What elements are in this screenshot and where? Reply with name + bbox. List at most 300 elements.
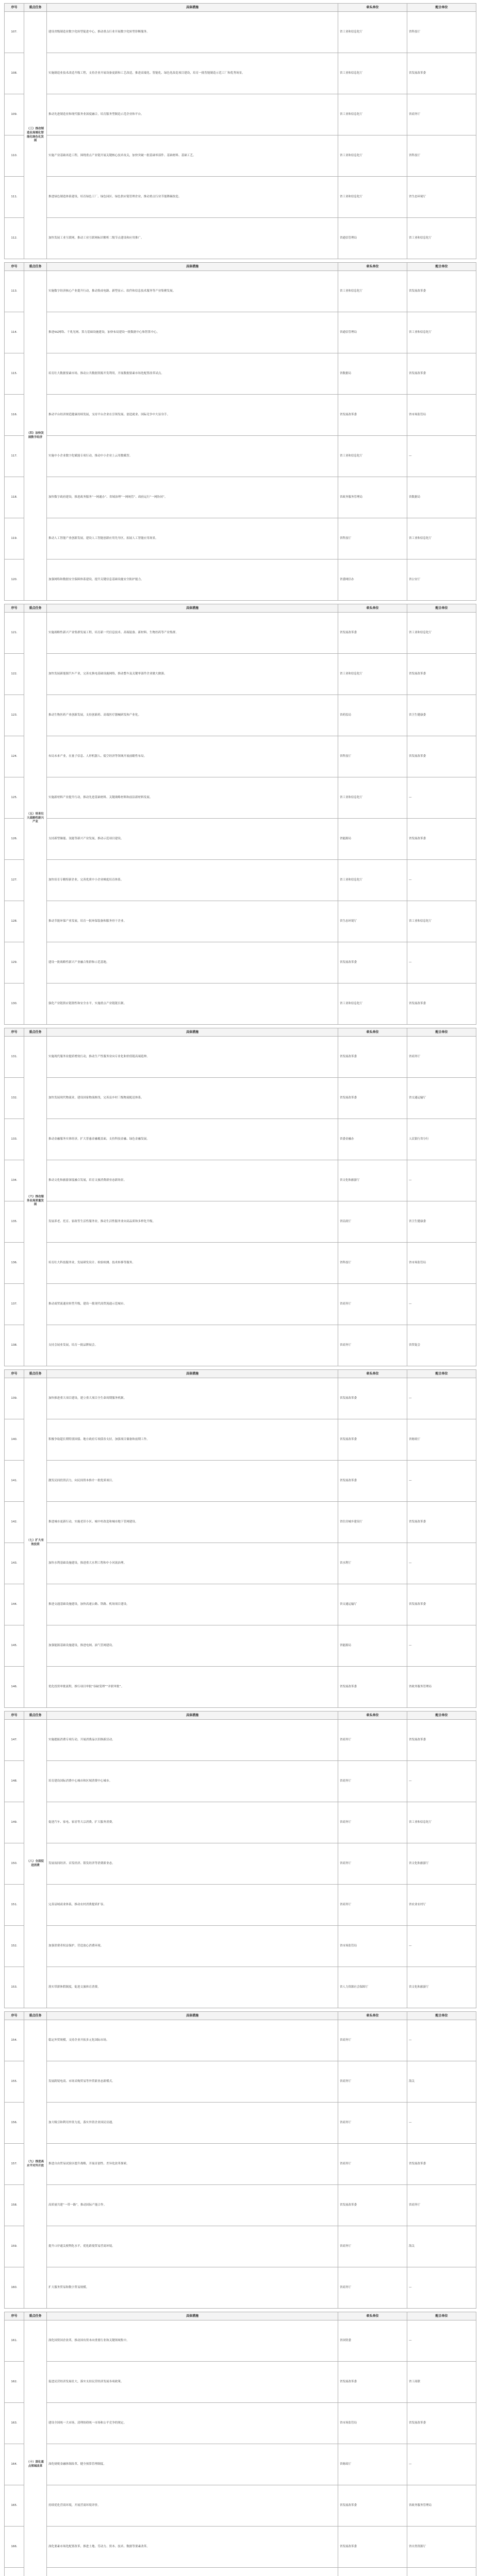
cooperating-unit: —: [407, 1160, 476, 1201]
row-number: 140.: [5, 1419, 24, 1461]
table-header-row: [5, 2012, 476, 2020]
row-number: 111.: [5, 177, 24, 218]
measure-text: 培育建设国际消费中心城市和区域消费中心城市。: [47, 1761, 338, 1802]
row-number: 164.: [5, 2444, 24, 2485]
table-row: [5, 1461, 476, 1502]
lead-unit: 省交通运输厅: [338, 1584, 407, 1625]
table-row: [5, 94, 476, 135]
lead-unit: 省商务厅: [338, 2020, 407, 2061]
row-number: 109.: [5, 94, 24, 135]
lead-unit: 省发展改革委: [338, 942, 407, 984]
table-row: [5, 2103, 476, 2144]
cooperating-unit: 省自然资源厅: [407, 2527, 476, 2568]
measure-text: 培育壮大数据要素市场，推动公共数据资源开发利用，开展数据要素市场化配置改革试点。: [47, 353, 338, 395]
cooperating-unit: 省科技厅: [407, 135, 476, 177]
cooperating-unit: 省工业和信息化厅: [407, 312, 476, 353]
task-name: （七）扩大有效投资: [24, 1378, 47, 1708]
row-number: 138.: [5, 1325, 24, 1366]
table-row: [5, 1802, 476, 1843]
table-row: [5, 12, 476, 53]
row-number: 155.: [5, 2061, 24, 2103]
table-row: [5, 2403, 476, 2444]
header-lead: 牵头单位: [338, 2312, 407, 2320]
measure-text: 推进自由贸易试验区提升战略，开展首创性、差异化改革探索。: [47, 2144, 338, 2185]
header-coop: 配合单位: [407, 2012, 476, 2020]
measure-text: 推动节能环保产业发展，培育一批环保装备和服务骨干企业。: [47, 901, 338, 942]
header-task: 重点任务: [24, 1711, 47, 1720]
lead-unit: 省商务厅: [338, 1885, 407, 1926]
table-row: [5, 1967, 476, 2008]
cooperating-unit: 省工商联: [407, 2362, 476, 2403]
measure-text: 实施数字经济核心产业提升行动，推动集成电路、新型显示、软件和信息技术服务等产业集聚发展。: [47, 271, 338, 312]
cooperating-unit: 省生态环境厅: [407, 177, 476, 218]
row-number: 121.: [5, 613, 24, 654]
cooperating-unit: —: [407, 2103, 476, 2144]
header-coop: 配合单位: [407, 1711, 476, 1720]
lead-unit: 省商务厅: [338, 1720, 407, 1761]
lead-unit: 省工业和信息化厅: [338, 436, 407, 477]
table-row: [5, 2362, 476, 2403]
cooperating-unit: —: [407, 1761, 476, 1802]
row-number: 116.: [5, 395, 24, 436]
header-task: 重点任务: [24, 2312, 47, 2320]
lead-unit: 省委金融办: [338, 1119, 407, 1160]
row-number: 166.: [5, 2527, 24, 2568]
table-row: [5, 395, 476, 436]
row-number: 147.: [5, 1720, 24, 1761]
table-row: [5, 2144, 476, 2185]
cooperating-unit: 人民银行省分行: [407, 1119, 476, 1160]
cooperating-unit: 省文化和旅游厅: [407, 1967, 476, 2008]
table-row: [5, 2527, 476, 2568]
table-row: [5, 2568, 476, 2576]
table-row: [5, 1160, 476, 1201]
table-header-row: [5, 2312, 476, 2320]
table-row: [5, 53, 476, 94]
measure-text: 促进民营经济发展壮大，落实支持民营经济发展各项政策。: [47, 2362, 338, 2403]
row-number: 156.: [5, 2103, 24, 2144]
table-row: [5, 777, 476, 819]
cooperating-unit: 省发展改革委: [407, 2144, 476, 2185]
lead-unit: 省能源局: [338, 1625, 407, 1667]
cooperating-unit: —: [407, 942, 476, 984]
cooperating-unit: 省发展改革委: [407, 819, 476, 860]
table-row: [5, 613, 476, 654]
table-row: [5, 2485, 476, 2527]
header-measure: 具体措施: [47, 1370, 338, 1378]
table-row: [5, 177, 476, 218]
table-row: [5, 819, 476, 860]
cooperating-unit: 省工业和信息化厅: [407, 1802, 476, 1843]
row-number: 122.: [5, 654, 24, 695]
cooperating-unit: 省政务服务管理局: [407, 2485, 476, 2527]
lead-unit: 省商务厅: [338, 2226, 407, 2267]
measure-text: 加强网络和数据安全保障体系建设，提升关键信息基础设施安全防护能力。: [47, 560, 338, 601]
header-coop: 配合单位: [407, 4, 476, 12]
header-measure: 具体措施: [47, 2012, 338, 2020]
task-table: [4, 3, 476, 259]
measure-text: 持续优化营商环境，开展营商环境评价。: [47, 2485, 338, 2527]
table-row: [5, 1284, 476, 1325]
row-number: 134.: [5, 1160, 24, 1201]
cooperating-unit: —: [407, 1284, 476, 1325]
measure-text: 推动生物医药产业创新发展，支持创新药、高端医疗器械研发和产业化。: [47, 695, 338, 736]
measure-text: 加快水利基础设施建设，推进重大水利工程和中小河流治理。: [47, 1543, 338, 1584]
header-task: 重点任务: [24, 4, 47, 12]
lead-unit: 省发展改革委: [338, 1419, 407, 1461]
cooperating-unit: 省政务服务管理局: [407, 1667, 476, 1708]
task-table: [4, 1369, 476, 1708]
cooperating-unit: —: [407, 2020, 476, 2061]
lead-unit: 省数据局: [338, 353, 407, 395]
row-number: 118.: [5, 477, 24, 518]
row-number: 119.: [5, 518, 24, 560]
lead-unit: 省住房城乡建设厅: [338, 1502, 407, 1543]
measure-text: 加大吸引和利用外资力度，落实外资企业国民待遇。: [47, 2103, 338, 2144]
measure-text: 促进汽车、家电、家居等大宗消费，扩大服务消费。: [47, 1802, 338, 1843]
cooperating-unit: 省工业和信息化厅: [407, 613, 476, 654]
row-number: 152.: [5, 1926, 24, 1967]
table-row: [5, 1325, 476, 1366]
row-number: 125.: [5, 777, 24, 819]
header-num: 序号: [5, 4, 24, 12]
lead-unit: 省药监局: [338, 695, 407, 736]
lead-unit: 省国资委: [338, 2320, 407, 2362]
header-measure: 具体措施: [47, 263, 338, 271]
row-number: 154.: [5, 2020, 24, 2061]
measure-text: 推动金融服务实体经济，扩大普惠金融覆盖面，支持科技金融、绿色金融发展。: [47, 1119, 338, 1160]
header-coop: 配合单位: [407, 1028, 476, 1037]
row-number: 159.: [5, 2226, 24, 2267]
cooperating-unit: —: [407, 1543, 476, 1584]
cooperating-unit: —: [407, 1378, 476, 1419]
measure-text: 扩大服务贸易和数字贸易规模。: [47, 2267, 338, 2309]
measure-text: 深化国资国企改革，推动国有资本向重要行业和关键领域集中。: [47, 2320, 338, 2362]
row-number: 120.: [5, 560, 24, 601]
lead-unit: 省工业和信息化厅: [338, 12, 407, 53]
lead-unit: 省发展改革委: [338, 2527, 407, 2568]
lead-unit: 省文化和旅游厅: [338, 1160, 407, 1201]
row-number: 139.: [5, 1378, 24, 1419]
table-row: [5, 1926, 476, 1967]
row-number: 160.: [5, 2267, 24, 2309]
lead-unit: [338, 2568, 407, 2576]
task-name: （五）培育壮大战略性新兴产业: [24, 613, 47, 1025]
row-number: 112.: [5, 218, 24, 259]
lead-unit: 省工业和信息化厅: [338, 94, 407, 135]
measure-text: 完善县域商业体系，推动农村消费提质扩容。: [47, 1885, 338, 1926]
header-coop: 配合单位: [407, 604, 476, 613]
lead-unit: 省商务厅: [338, 2144, 407, 2185]
lead-unit: 省工业和信息化厅: [338, 984, 407, 1025]
cooperating-unit: —: [407, 777, 476, 819]
measure-text: 建设一批战略性新兴产业融合集群和示范基地。: [47, 942, 338, 984]
lead-unit: 省发展改革委: [338, 613, 407, 654]
measure-text: 实施战略性新兴产业集群发展工程，培育新一代信息技术、高端装备、新材料、生物医药等产业集群。: [47, 613, 338, 654]
row-number: 158.: [5, 2185, 24, 2226]
measure-text: 优化投资审批流程，推行项目审批“容缺受理”“并联审批”。: [47, 1667, 338, 1708]
lead-unit: 省发展改革委: [338, 2185, 407, 2226]
measure-text: 推动人工智能产业创新发展，建设人工智能创新应用先导区，拓展人工智能应用场景。: [47, 518, 338, 560]
table-row: [5, 1419, 476, 1461]
table-row: [5, 1119, 476, 1160]
cooperating-unit: 省市场监管局: [407, 1243, 476, 1284]
table-row: [5, 2226, 476, 2267]
row-number: 110.: [5, 135, 24, 177]
row-number: 153.: [5, 1967, 24, 2008]
measure-text: 实施制造业技术改造升级工程，支持企业开展设备更新和工艺改造，推进高端化、智能化、绿色化改造项目建设，培育一批智能制造示范工厂和优秀场景。: [47, 53, 338, 94]
table-row: [5, 312, 476, 353]
header-task: 重点任务: [24, 1370, 47, 1378]
header-coop: 配合单位: [407, 263, 476, 271]
cooperating-unit: 省数据局: [407, 477, 476, 518]
lead-unit: 省商务厅: [338, 2061, 407, 2103]
row-number: 117.: [5, 436, 24, 477]
row-number: 151.: [5, 1885, 24, 1926]
row-number: 161.: [5, 2320, 24, 2362]
cooperating-unit: 海关: [407, 2226, 476, 2267]
table-row: [5, 271, 476, 312]
table-row: [5, 560, 476, 601]
row-number: 145.: [5, 1625, 24, 1667]
table-row: [5, 2020, 476, 2061]
lead-unit: 省商务厅: [338, 1284, 407, 1325]
lead-unit: 省科技厅: [338, 1243, 407, 1284]
measure-text: 推进交通基础设施建设，加快高速公路、铁路、机场项目建设。: [47, 1584, 338, 1625]
lead-unit: 省生态环境厅: [338, 901, 407, 942]
table-row: [5, 860, 476, 901]
row-number: 128.: [5, 901, 24, 942]
measure-text: 深化要素市场化配置改革，推进土地、劳动力、资本、技术、数据等要素改革。: [47, 2527, 338, 2568]
row-number: 150.: [5, 1843, 24, 1885]
row-number: 132.: [5, 1078, 24, 1119]
cooperating-unit: —: [407, 2267, 476, 2309]
measure-text: 加强能源基础设施建设，推进电网、油气管网建设。: [47, 1625, 338, 1667]
cooperating-unit: 省发展改革委: [407, 654, 476, 695]
table-row: [5, 353, 476, 395]
row-number: 149.: [5, 1802, 24, 1843]
lead-unit: 省委网信办: [338, 560, 407, 601]
row-number: 124.: [5, 736, 24, 777]
lead-unit: 省通信管理局: [338, 218, 407, 259]
row-number: 115.: [5, 353, 24, 395]
table-header-row: [5, 604, 476, 613]
table-row: [5, 1243, 476, 1284]
measure-text: 推进5G网络、千兆光网、算力基础设施建设，加快布局建设一批数据中心和智算中心。: [47, 312, 338, 353]
lead-unit: 省财政厅: [338, 2444, 407, 2485]
table-header-row: [5, 1370, 476, 1378]
table-header-row: [5, 1028, 476, 1037]
table-row: [5, 477, 476, 518]
document-body: [4, 3, 476, 2576]
header-task: 重点任务: [24, 604, 47, 613]
lead-unit: 省商务厅: [338, 2103, 407, 2144]
header-num: 序号: [5, 1370, 24, 1378]
header-measure: 具体措施: [47, 604, 338, 613]
measure-text: 发展养老、托育、家政等生活性服务业，推动生活性服务业向高品质和多样化升级。: [47, 1201, 338, 1243]
task-name: （十）深化重点领域改革: [24, 2320, 47, 2576]
cooperating-unit: —: [407, 1625, 476, 1667]
measure-text: 实施提振消费专项行动，开展消费品以旧换新活动。: [47, 1720, 338, 1761]
row-number: 144.: [5, 1584, 24, 1625]
lead-unit: 省工业和信息化厅: [338, 135, 407, 177]
lead-unit: 省发展改革委: [338, 1461, 407, 1502]
lead-unit: 省工业和信息化厅: [338, 271, 407, 312]
table-row: [5, 2061, 476, 2103]
table-row: [5, 436, 476, 477]
table-row: [5, 1667, 476, 1708]
table-row: [5, 1625, 476, 1667]
lead-unit: 省政务服务管理局: [338, 477, 407, 518]
lead-unit: 省商务厅: [338, 1325, 407, 1366]
row-number: [5, 2568, 24, 2576]
task-table: [4, 1711, 476, 2008]
cooperating-unit: 省文化和旅游厅: [407, 1843, 476, 1885]
cooperating-unit: 省财政厅: [407, 1419, 476, 1461]
lead-unit: 省科技厅: [338, 736, 407, 777]
measure-text: 加快发展新能源汽车产业，完善充换电基础设施网络，推动整车及关键零部件企业做大做强。: [47, 654, 338, 695]
table-header-row: [5, 263, 476, 271]
task-name: （九）推进高水平对外开放: [24, 2020, 47, 2309]
cooperating-unit: 省发展改革委: [407, 271, 476, 312]
header-measure: 具体措施: [47, 1028, 338, 1037]
header-task: 重点任务: [24, 1028, 47, 1037]
lead-unit: 省能源局: [338, 819, 407, 860]
row-number: 142.: [5, 1502, 24, 1543]
measure-text: 推进城市更新行动，实施老旧小区、城中村改造和城市地下管网建设。: [47, 1502, 338, 1543]
table-row: [5, 218, 476, 259]
measure-text: 强化产业链供应链韧性和安全水平，实施重点产业链链长制。: [47, 984, 338, 1025]
cooperating-unit: 省发展改革委: [407, 353, 476, 395]
measure-text: 加快数字政府建设，推进政务服务“一网通办”、省域治理“一网统管”、政府运行“一网协同”。: [47, 477, 338, 518]
cooperating-unit: 省发展改革委: [407, 1502, 476, 1543]
header-num: 序号: [5, 2012, 24, 2020]
cooperating-unit: —: [407, 1461, 476, 1502]
header-lead: 牵头单位: [338, 1028, 407, 1037]
lead-unit: 省发展改革委: [338, 1078, 407, 1119]
header-num: 序号: [5, 263, 24, 271]
lead-unit: 省发展改革委: [338, 2362, 407, 2403]
lead-unit: 省发展改革委: [338, 395, 407, 436]
measure-text: 激发民间投资活力，向民间资本推介一批优质项目。: [47, 1461, 338, 1502]
table-row: [5, 901, 476, 942]
header-task: 重点任务: [24, 263, 47, 271]
cooperating-unit: 省发展改革委: [407, 736, 476, 777]
cooperating-unit: 省工业和信息化厅: [407, 518, 476, 560]
cooperating-unit: 省发展改革委: [407, 2403, 476, 2444]
row-number: 157.: [5, 2144, 24, 2185]
header-lead: 牵头单位: [338, 2012, 407, 2020]
measure-text: 推动平台经济规范健康持续发展，支持平台企业在引领发展、创造就业、国际竞争中大显身手。: [47, 395, 338, 436]
measure-text: 发展跨境电商、市场采购贸易等外贸新业态新模式。: [47, 2061, 338, 2103]
task-name: （三）推动制造业高端化智能化绿色化发展: [24, 12, 47, 259]
row-number: 148.: [5, 1761, 24, 1802]
table-row: [5, 1037, 476, 1078]
row-number: 129.: [5, 942, 24, 984]
header-task: 重点任务: [24, 2012, 47, 2020]
table-row: [5, 736, 476, 777]
task-table: [4, 1028, 476, 1366]
header-coop: 配合单位: [407, 2312, 476, 2320]
measure-text: 布局未来产业，在量子信息、人形机器人、低空经济等领域开展前瞻性布局。: [47, 736, 338, 777]
lead-unit: 省工业和信息化厅: [338, 860, 407, 901]
table-row: [5, 2444, 476, 2485]
task-table: [4, 2011, 476, 2309]
row-number: 137.: [5, 1284, 24, 1325]
measure-text: 加快培育专精特新企业，完善优质中小企业梯度培育体系。: [47, 860, 338, 901]
header-lead: 牵头单位: [338, 1711, 407, 1720]
row-number: 141.: [5, 1461, 24, 1502]
table-row: [5, 1720, 476, 1761]
measure-text: 加快发展现代物流业，建设国家物流枢纽，完善县乡村三级物流配送体系。: [47, 1078, 338, 1119]
cooperating-unit: 省交通运输厅: [407, 1078, 476, 1119]
measure-text: [47, 2568, 338, 2576]
table-row: [5, 654, 476, 695]
cooperating-unit: 省发展改革委: [407, 53, 476, 94]
measure-text: 实施新材料产业提升行动，推动先进基础材料、关键战略材料和前沿新材料发展。: [47, 777, 338, 819]
lead-unit: 省商务厅: [338, 1843, 407, 1885]
task-table: [4, 262, 476, 601]
header-lead: 牵头单位: [338, 1370, 407, 1378]
lead-unit: 省发展改革委: [338, 1378, 407, 1419]
measure-text: 推动商贸流通业转型升级，建设一批现代商贸流通示范城市。: [47, 1284, 338, 1325]
lead-unit: 省人力资源社会保障厅: [338, 1967, 407, 2008]
lead-unit: 省商务厅: [338, 2267, 407, 2309]
measure-text: 支持会展业发展，培育一批品牌展会。: [47, 1325, 338, 1366]
cooperating-unit: 省发展改革委: [407, 984, 476, 1025]
table-row: [5, 984, 476, 1025]
row-number: 165.: [5, 2485, 24, 2527]
cooperating-unit: 省商务厅: [407, 1037, 476, 1078]
table-header-row: [5, 4, 476, 12]
row-number: 136.: [5, 1243, 24, 1284]
table-row: [5, 1078, 476, 1119]
lead-unit: 省商务厅: [338, 1761, 407, 1802]
cooperating-unit: 省工业和信息化厅: [407, 901, 476, 942]
table-row: [5, 135, 476, 177]
cooperating-unit: 省市场监管局: [407, 395, 476, 436]
row-number: 108.: [5, 53, 24, 94]
table-row: [5, 1843, 476, 1885]
measure-text: 推进绿色制造体系建设，培育绿色工厂、绿色园区、绿色供应链管理企业，推动重点行业节能降碳改造。: [47, 177, 338, 218]
task-name: （八）全面促进消费: [24, 1720, 47, 2008]
cooperating-unit: 省贸促会: [407, 1325, 476, 1366]
table-row: [5, 2267, 476, 2309]
header-num: 序号: [5, 604, 24, 613]
cooperating-unit: 海关: [407, 2061, 476, 2103]
header-measure: 具体措施: [47, 2312, 338, 2320]
row-number: 163.: [5, 2403, 24, 2444]
measure-text: 实施中小企业数字化赋能专项行动，推动中小企业上云用数赋智。: [47, 436, 338, 477]
lead-unit: 省发展改革委: [338, 1037, 407, 1078]
table-row: [5, 1543, 476, 1584]
header-measure: 具体措施: [47, 1711, 338, 1720]
cooperating-unit: 省商务厅: [407, 94, 476, 135]
measure-text: 实施产业基础再造工程，围绕重点产业链开展关键核心技术攻关，加快突破一批基础零部件、基础材料、基础工艺。: [47, 135, 338, 177]
header-num: 序号: [5, 2312, 24, 2320]
cooperating-unit: —: [407, 436, 476, 477]
table-row: [5, 695, 476, 736]
cooperating-unit: 省商务厅: [407, 2185, 476, 2226]
measure-text: 实施现代服务业提质增效行动，推动生产性服务业向专业化和价值链高端延伸。: [47, 1037, 338, 1078]
row-number: 135.: [5, 1201, 24, 1243]
measure-text: 高质量共建“一带一路”，推动国际产能合作。: [47, 2185, 338, 2226]
row-number: 113.: [5, 271, 24, 312]
measure-text: 建设省级制造业数字化转型促进中心，推动重点行业开展数字化转型诊断服务。: [47, 12, 338, 53]
table-row: [5, 2320, 476, 2362]
row-number: 107.: [5, 12, 24, 53]
header-measure: 具体措施: [47, 4, 338, 12]
